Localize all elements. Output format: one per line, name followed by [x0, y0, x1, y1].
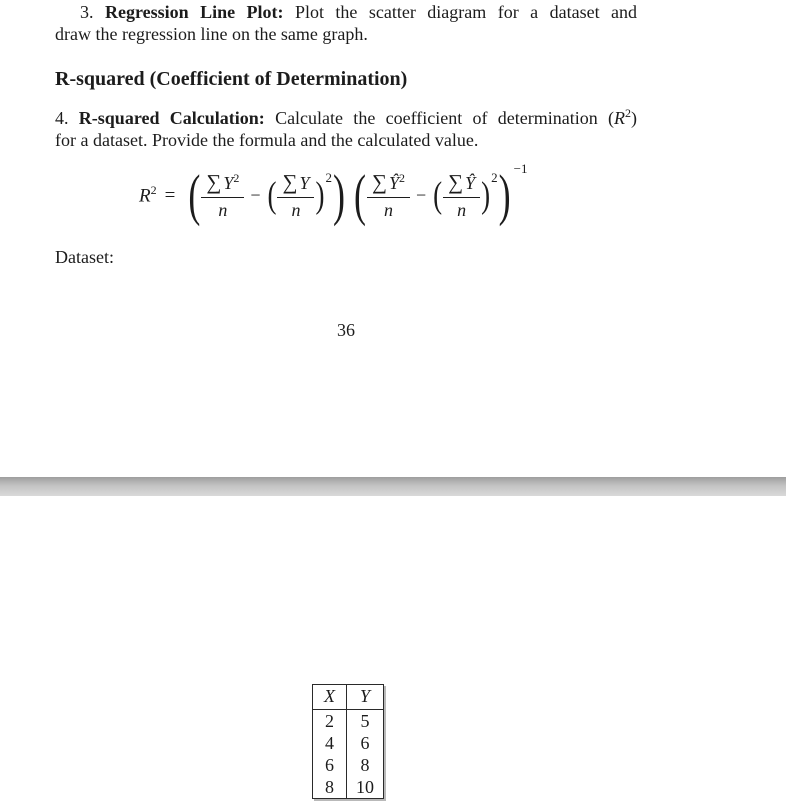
yhat-squared-exp: 2: [398, 170, 405, 185]
squared-exponent: 2: [491, 170, 498, 185]
dataset-table: [312, 684, 384, 799]
item3-text: Plot the scatter diagram for a dataset and: [294, 2, 638, 22]
squared-exponent: 2: [325, 170, 332, 185]
section-heading: R-squared (Coefficient of Determination): [55, 68, 408, 90]
y-hat-symbol: Ŷ: [465, 172, 476, 193]
sigma-symbol: ∑: [448, 169, 464, 194]
item4-line1: [55, 102, 637, 129]
squared-group: [266, 170, 332, 221]
close-paren-mid: ): [481, 173, 491, 216]
fraction-sum-y2-over-n: [201, 170, 244, 221]
sigma-symbol: ∑: [371, 169, 387, 194]
squared-group: [432, 170, 498, 221]
item3-paragraph: [55, 1, 637, 45]
close-paren-mid: ): [315, 173, 325, 216]
y-symbol: Y: [223, 172, 234, 193]
y-symbol: Y: [299, 172, 310, 193]
cell-x: 4: [313, 732, 347, 754]
formula-r-exp: 2: [150, 182, 157, 197]
page-break-divider: [0, 477, 786, 496]
item4-paragraph: [55, 102, 637, 151]
item3-title: Regression Line Plot:: [104, 2, 284, 22]
minus-sign: −: [415, 184, 427, 205]
sigma-symbol: ∑: [206, 169, 222, 194]
fraction-sum-yhat-over-n: [443, 170, 480, 221]
item4-title: R-squared Calculation:: [78, 108, 265, 128]
r-exponent: 2: [625, 106, 632, 120]
close-paren-big: ): [498, 163, 511, 227]
open-paren-mid: (: [433, 173, 443, 216]
fraction-sum-y-over-n: [277, 170, 314, 221]
close-paren-big: ): [332, 163, 345, 227]
n-symbol: n: [291, 199, 301, 220]
n-symbol: n: [218, 199, 228, 220]
item3-line2: draw the regression line on the same graph.: [55, 24, 368, 44]
y-hat-symbol: Ŷ: [388, 172, 399, 193]
item4-close-paren: ): [631, 108, 638, 128]
column-header-y: Y: [347, 685, 384, 710]
item3-number: 3.: [80, 2, 94, 22]
item3-line1: [80, 1, 637, 23]
cell-y: 5: [360, 711, 370, 731]
fraction-sum-yhat2-over-n: [367, 170, 410, 221]
item4-text: Calculate the coefficient of determination (: [275, 108, 615, 128]
y-squared-exp: 2: [233, 170, 240, 185]
formula-r: R: [139, 185, 151, 207]
cell-y: 6: [360, 733, 370, 753]
equals-sign: =: [164, 185, 176, 207]
n-symbol: n: [457, 199, 467, 220]
n-symbol: n: [383, 199, 393, 220]
table-row: [313, 776, 384, 799]
table-row: [313, 710, 384, 733]
item4-number: 4.: [55, 108, 69, 128]
minus-sign: −: [250, 184, 261, 205]
column-header-x: X: [313, 685, 347, 710]
item4-line2: for a dataset. Provide the formula and the calculated value.: [55, 130, 479, 150]
formula-lhs: [139, 183, 181, 207]
open-paren-mid: (: [267, 173, 277, 216]
sigma-symbol: ∑: [282, 169, 298, 194]
cell-x: 2: [313, 710, 347, 733]
cell-y: 10: [356, 777, 374, 797]
dataset-label: Dataset:: [55, 247, 114, 267]
table-row: [313, 732, 384, 754]
table-header-row: [313, 685, 384, 710]
table-row: [313, 754, 384, 776]
cell-x: 6: [313, 754, 347, 776]
cell-y: 8: [360, 755, 370, 775]
cell-x: 8: [313, 776, 347, 799]
inverse-exponent: −1: [513, 161, 528, 176]
r-symbol: R: [614, 108, 626, 128]
open-paren-big: (: [353, 163, 366, 227]
page-number: 36: [337, 320, 355, 340]
open-paren-big: (: [188, 163, 201, 227]
r-squared-formula: [139, 158, 527, 232]
